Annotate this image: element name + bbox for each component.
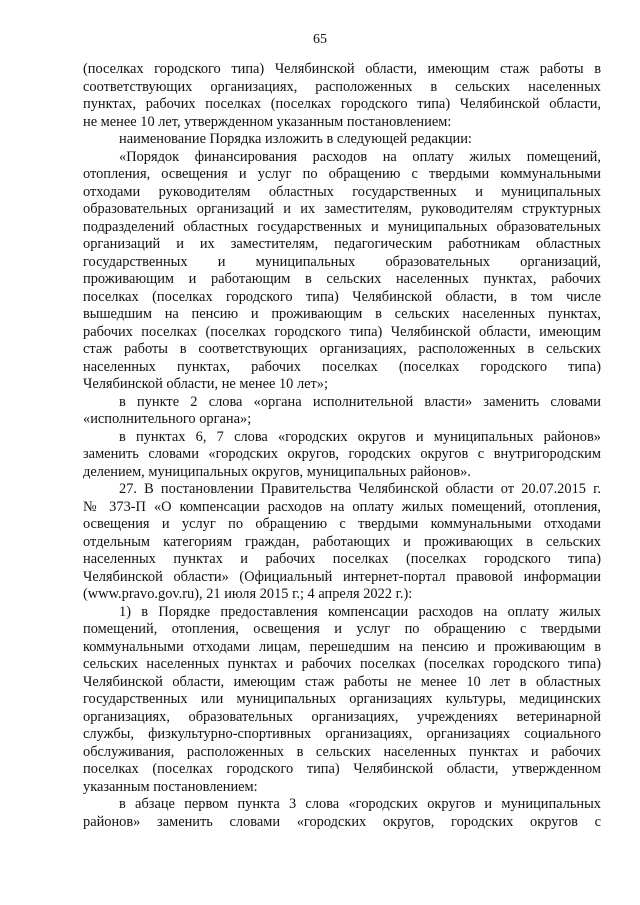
text-line: вышедшим на пенсию и проживающим в сельских населенных пунктах, [83, 306, 601, 322]
text-line: (www.pravo.gov.ru), 21 июля 2015 г.; 4 апреля 2022 г.): [83, 586, 413, 602]
text-line: населенных пунктах и рабочих поселках (поселках городского типа) [83, 551, 601, 567]
text-line: организациях, образовательных организациях, учреждениях ветеринарной [83, 708, 601, 725]
text-line: наименование Порядка изложить в следующей редакции: [119, 131, 472, 147]
text-line: отходами руководителям областных государственных и муниципальных [83, 183, 601, 200]
text-line: пунктах, рабочих поселках (поселках городского типа) Челябинской области, [83, 96, 601, 112]
text-line: районов» заменить словами «городских округов, городских округов с [83, 813, 601, 830]
text-line: населенных пунктах, рабочих поселках (поселках городского типа) [83, 358, 601, 375]
text-line: в абзаце первом пункта 3 слова «городских округов и муниципальных [119, 796, 601, 812]
text-line: Челябинской области, не менее 10 лет»; [83, 376, 328, 392]
text-line: поселках (поселках городского типа) Челябинской области, утвержденном [83, 761, 601, 777]
text-line: «исполнительного органа»; [83, 411, 252, 427]
text-line: государственных и муниципальных образовательных организаций, [83, 253, 601, 270]
text-line: отдельным категориям граждан, работающих и проживающих в сельских [83, 533, 601, 550]
text-line: соответствующих организациях, расположенных в сельских населенных [83, 78, 601, 95]
text-line: 27. В постановлении Правительства Челябинской области от 20.07.2015 г. [119, 481, 601, 497]
text-line: 1) в Порядке предоставления компенсации расходов на оплату жилых [119, 603, 601, 620]
text-line: в пунктах 6, 7 слова «городских округов и муниципальных районов» [119, 428, 601, 445]
text-line: образовательных организаций и их заместителям, руководителям структурных [83, 201, 601, 217]
text-line: заменить словами «городских округов, городских округов с внутригородским [83, 446, 601, 462]
text-line: не менее 10 лет, утвержденном указанным постановлением: [83, 113, 452, 130]
text-line: обслуживания, расположенных в сельских населенных пунктах и рабочих [83, 743, 601, 760]
page-number: 65 [313, 32, 327, 47]
text-line: рабочих поселках (поселках городского типа) Челябинской области, имеющим [83, 323, 601, 340]
text-line: коммунальными отходами лицам, перешедшим на пенсию и проживающим в [83, 638, 601, 655]
text-line: помещений, отопления, освещения и услуг по обращению с твердыми [83, 621, 601, 637]
text-line: отопления, освещения и услуг по обращению с твердыми коммунальными [83, 166, 601, 182]
text-line: освещения и услуг по обращению с твердыми коммунальными отходами [83, 516, 601, 532]
text-line: службы, физкультурно-спортивных организациях, организациях социального [83, 726, 601, 742]
text-line: подразделений областных государственных и муниципальных образовательных [83, 218, 601, 235]
text-line: Челябинской области» (Официальный интернет-портал правовой информации [83, 568, 601, 585]
text-line: «Порядок финансирования расходов на оплату жилых помещений, [119, 148, 601, 165]
text-line: делением, муниципальных округов, муниципальных районов». [83, 463, 471, 480]
text-line: сельских населенных пунктах и рабочих поселках (поселках городского типа) [83, 656, 601, 672]
text-line: государственных или муниципальных организациях культуры, медицинских [83, 691, 601, 707]
text-line: стаж работы в соответствующих организациях, расположенных в сельских [83, 341, 601, 357]
text-line: № 373-П «О компенсации расходов на оплату жилых помещений, отопления, [83, 498, 601, 515]
text-line: организаций и их заместителям, педагогическим работникам областных [83, 236, 601, 252]
text-line: (поселках городского типа) Челябинской области, имеющим стаж работы в [83, 61, 601, 77]
text-line: проживающим и работающим в сельских населенных пунктах, рабочих [83, 271, 601, 287]
document-body [83, 61, 601, 831]
text-line: в пункте 2 слова «органа исполнительной власти» заменить словами [119, 393, 601, 410]
text-line: поселках (поселках городского типа) Челябинской области, в том числе [83, 288, 601, 305]
text-line: Челябинской области, имеющим стаж работы не менее 10 лет в областных [83, 673, 601, 690]
text-line: указанным постановлением: [83, 778, 258, 795]
